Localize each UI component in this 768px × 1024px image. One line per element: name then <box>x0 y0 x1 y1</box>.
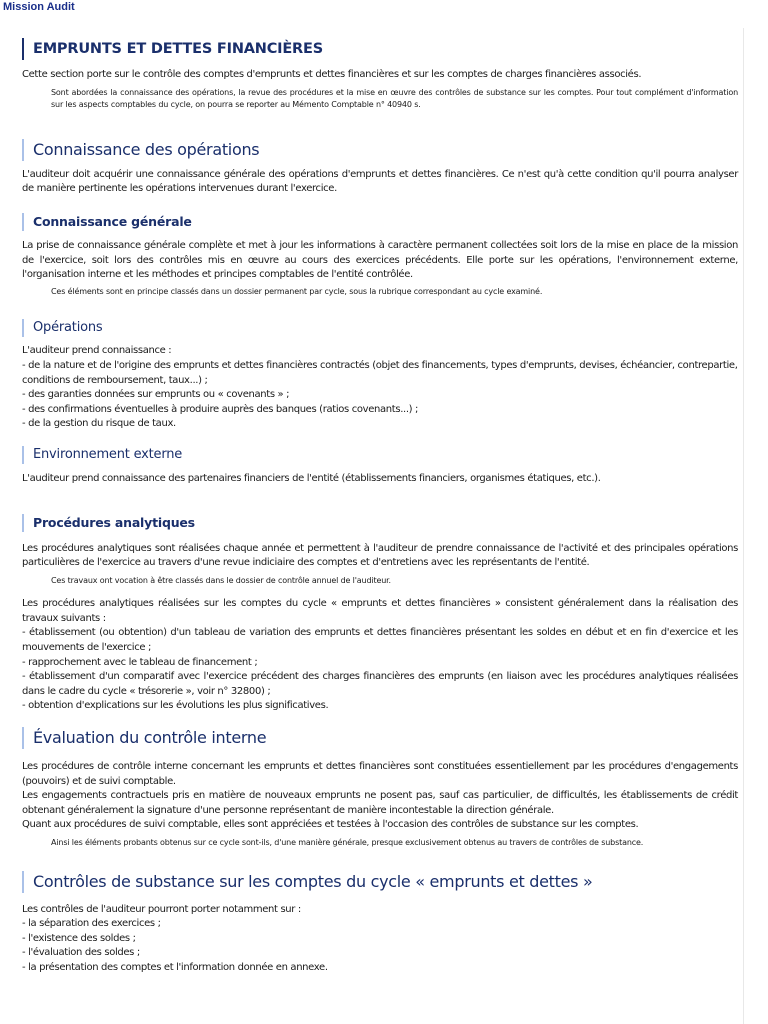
controle-interne-line: Les procédures de contrôle interne concernant les emprunts et dettes financières sont constituées essentiellement par les procédures d'engagements (pouvoirs) et de suivi comptable. <box>22 761 738 787</box>
operations-list <box>22 359 738 432</box>
section-text-procedures-analytiques: Les procédures analytiques sont réalisées chaque année et permettent à l'auditeur de prendre connaissance de l'activité et des principales opérations particulières de l'exercice au travers d'une revue indiciaire des comptes et d'entretiens avec les représentants de l'entité. <box>22 542 738 569</box>
intro-note: Sont abordées la connaissance des opérations, la revue des procédures et la mise en œuvre des contrôles de substance sur les comptes. Pour tout complément d'information sur les aspects comptables du cycle, on pourra se reporter au Mémento Comptable n° 40940 s. <box>51 87 738 110</box>
list-item: - la présentation des comptes et l'information donnée en annexe. <box>22 961 328 973</box>
section-text-connaissance-generale: La prise de connaissance générale complète et met à jour les informations à caractère permanent collectées soit lors de la mise en place de la mission de l'exercice, soit lors des contrôles mis en œuvre au cours des exercices précédents. Elle porte sur les opérations, l'environnement externe, l'organisation interne et les méthodes et principes comptables de l'entité contrôlée. <box>22 239 738 281</box>
intro-paragraph: Cette section porte sur le contrôle des comptes d'emprunts et dettes financières et sur les comptes de charges financières associés. <box>22 69 642 80</box>
list-item: - l'évaluation des soldes ; <box>22 947 140 959</box>
section-heading-environnement-externe: Environnement externe <box>22 446 738 464</box>
list-item: - établissement d'un comparatif avec l'exercice précédent des charges financières des emprunts (en liaison avec les procédures analytiques réalisées dans le cadre du cycle « trésorerie », voir n° 32800) ; <box>22 671 738 697</box>
substance-lead: Les contrôles de l'auditeur pourront porter notamment sur : <box>22 903 301 915</box>
list-item: - des confirmations éventuelles à produire auprès des banques (ratios covenants...) ; <box>22 403 419 415</box>
substance-list <box>22 917 738 975</box>
article <box>22 38 738 976</box>
controle-interne-line: Les engagements contractuels pris en matière de nouveaux emprunts ne posent pas, sauf cas particulier, de difficultés, les établissements de crédit obtenant généralement la signature d'une personne représentant de manière incontestable la direction générale. <box>22 790 738 816</box>
procedures-lead: Les procédures analytiques réalisées sur les comptes du cycle « emprunts et dettes financières » consistent généralement dans la réalisation des travaux suivants : <box>22 598 738 624</box>
top-bar <box>0 0 768 16</box>
operations-lead: L'auditeur prend connaissance : <box>22 345 172 357</box>
list-item: - obtention d'explications sur les évolutions les plus significatives. <box>22 700 329 712</box>
section-heading-procedures-analytiques: Procédures analytiques <box>22 514 738 532</box>
document-content[interactable] <box>0 28 744 1024</box>
article-title: EMPRUNTS ET DETTES FINANCIÈRES <box>22 38 738 60</box>
note-connaissance-generale: Ces éléments sont en principe classés dans un dossier permanent par cycle, sous la rubrique correspondant au cycle examiné. <box>51 286 543 296</box>
section-heading-connaissance-generale: Connaissance générale <box>22 213 738 231</box>
list-item: - établissement (ou obtention) d'un tableau de variation des emprunts et dettes financières présentant les soldes en début et en fin d'exercice et les mouvements de l'exercice ; <box>22 627 738 654</box>
note-controle-interne: Ainsi les éléments probants obtenus sur ce cycle sont-ils, d'une manière générale, presque exclusivement obtenus au travers de contrôles de substance. <box>51 838 644 847</box>
list-item: - de la nature et de l'origine des emprunts et dettes financières contractés (objet des financements, types d'emprunts, devises, échéancier, contrepartie, conditions de remboursement, taux...) ; <box>22 359 738 386</box>
list-item: - de la gestion du risque de taux. <box>22 418 176 430</box>
section-heading-controles-substance: Contrôles de substance sur les comptes du cycle « emprunts et dettes » <box>22 871 738 893</box>
section-text-environnement-externe: L'auditeur prend connaissance des partenaires financiers de l'entité (établissements financiers, organismes étatiques, etc.). <box>22 472 601 484</box>
note-procedures-analytiques: Ces travaux ont vocation à être classés dans le dossier de contrôle annuel de l'auditeur. <box>51 575 391 585</box>
app-title: Mission Audit <box>3 1 75 13</box>
list-item: - l'existence des soldes ; <box>22 932 136 944</box>
section-heading-controle-interne: Évaluation du contrôle interne <box>22 727 738 749</box>
list-item: - des garanties données sur emprunts ou « covenants » ; <box>22 389 290 401</box>
section-text-connaissance-operations: L'auditeur doit acquérir une connaissance générale des opérations d'emprunts et dettes financières. Ce n'est qu'à cette condition qu'il pourra analyser de manière pertinente les opérations intervenues durant l'exercice. <box>22 168 738 195</box>
list-item: - rapprochement avec le tableau de financement ; <box>22 656 258 668</box>
list-item: - la séparation des exercices ; <box>22 918 161 930</box>
procedures-list <box>22 626 738 714</box>
controle-interne-line: Quant aux procédures de suivi comptable, elles sont appréciées et testées à l'occasion des contrôles de substance sur les comptes. <box>22 819 639 831</box>
section-heading-operations: Opérations <box>22 319 738 337</box>
section-heading-connaissance-operations: Connaissance des opérations <box>22 139 738 161</box>
